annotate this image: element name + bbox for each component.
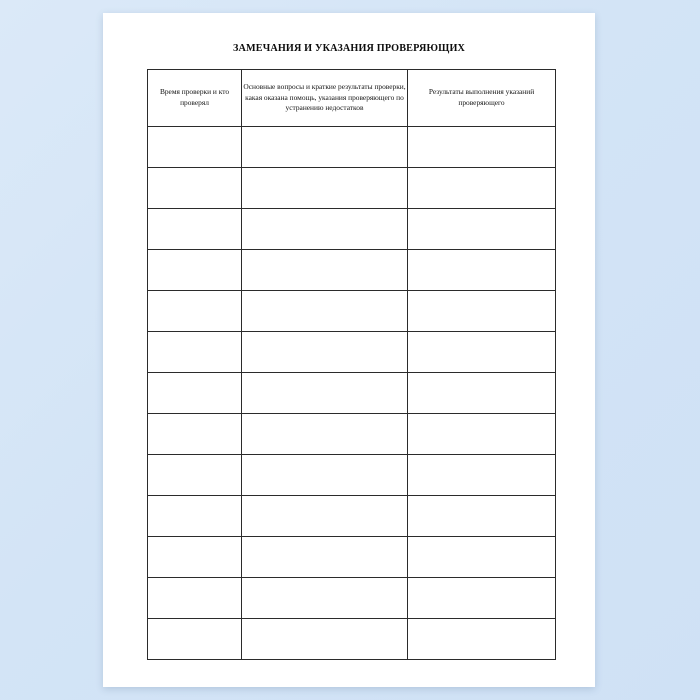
table-row — [148, 619, 556, 660]
cell-time[interactable] — [148, 332, 242, 373]
document-sheet — [103, 13, 595, 687]
cell-questions[interactable] — [242, 332, 408, 373]
cell-questions[interactable] — [242, 168, 408, 209]
cell-time[interactable] — [148, 291, 242, 332]
cell-results[interactable] — [408, 127, 556, 168]
table-row — [148, 496, 556, 537]
cell-questions[interactable] — [242, 578, 408, 619]
cell-results[interactable] — [408, 332, 556, 373]
cell-results[interactable] — [408, 209, 556, 250]
table-row — [148, 537, 556, 578]
column-header-time — [148, 70, 242, 127]
cell-questions[interactable] — [242, 209, 408, 250]
page-title: ЗАМЕЧАНИЯ И УКАЗАНИЯ ПРОВЕРЯЮЩИХ — [232, 43, 466, 54]
cell-results[interactable] — [408, 168, 556, 209]
column-header-results-label: Результаты выполнения указаний проверяющего — [428, 87, 535, 107]
table-row — [148, 250, 556, 291]
column-header-questions — [242, 70, 408, 127]
column-header-questions-label: Основные вопросы и краткие результаты проверки, какая оказана помощь, указания проверяющего по устранению недостатков — [243, 81, 406, 113]
table-row — [148, 127, 556, 168]
table-row — [148, 455, 556, 496]
cell-results[interactable] — [408, 537, 556, 578]
cell-time[interactable] — [148, 455, 242, 496]
cell-time[interactable] — [148, 250, 242, 291]
cell-questions[interactable] — [242, 455, 408, 496]
cell-results[interactable] — [408, 291, 556, 332]
table-row — [148, 209, 556, 250]
table-header — [148, 70, 556, 127]
cell-time[interactable] — [148, 619, 242, 660]
cell-questions[interactable] — [242, 127, 408, 168]
column-header-results — [408, 70, 556, 127]
cell-results[interactable] — [408, 496, 556, 537]
cell-results[interactable] — [408, 578, 556, 619]
table-row — [148, 414, 556, 455]
cell-results[interactable] — [408, 619, 556, 660]
cell-questions[interactable] — [242, 496, 408, 537]
table-row — [148, 168, 556, 209]
cell-results[interactable] — [408, 414, 556, 455]
inspection-table — [147, 69, 556, 660]
cell-questions[interactable] — [242, 250, 408, 291]
table-body — [148, 127, 556, 660]
table-row — [148, 332, 556, 373]
inspection-table-container — [147, 69, 555, 660]
table-row — [148, 291, 556, 332]
cell-questions[interactable] — [242, 537, 408, 578]
table-header-row — [148, 70, 556, 127]
cell-time[interactable] — [148, 414, 242, 455]
cell-questions[interactable] — [242, 414, 408, 455]
cell-questions[interactable] — [242, 291, 408, 332]
cell-results[interactable] — [408, 455, 556, 496]
cell-time[interactable] — [148, 578, 242, 619]
cell-results[interactable] — [408, 250, 556, 291]
cell-time[interactable] — [148, 537, 242, 578]
cell-questions[interactable] — [242, 373, 408, 414]
table-row — [148, 578, 556, 619]
cell-time[interactable] — [148, 373, 242, 414]
cell-time[interactable] — [148, 209, 242, 250]
cell-time[interactable] — [148, 168, 242, 209]
cell-time[interactable] — [148, 496, 242, 537]
cell-results[interactable] — [408, 373, 556, 414]
cell-questions[interactable] — [242, 619, 408, 660]
table-row — [148, 373, 556, 414]
cell-time[interactable] — [148, 127, 242, 168]
column-header-time-label: Время проверки и кто проверял — [159, 87, 230, 107]
